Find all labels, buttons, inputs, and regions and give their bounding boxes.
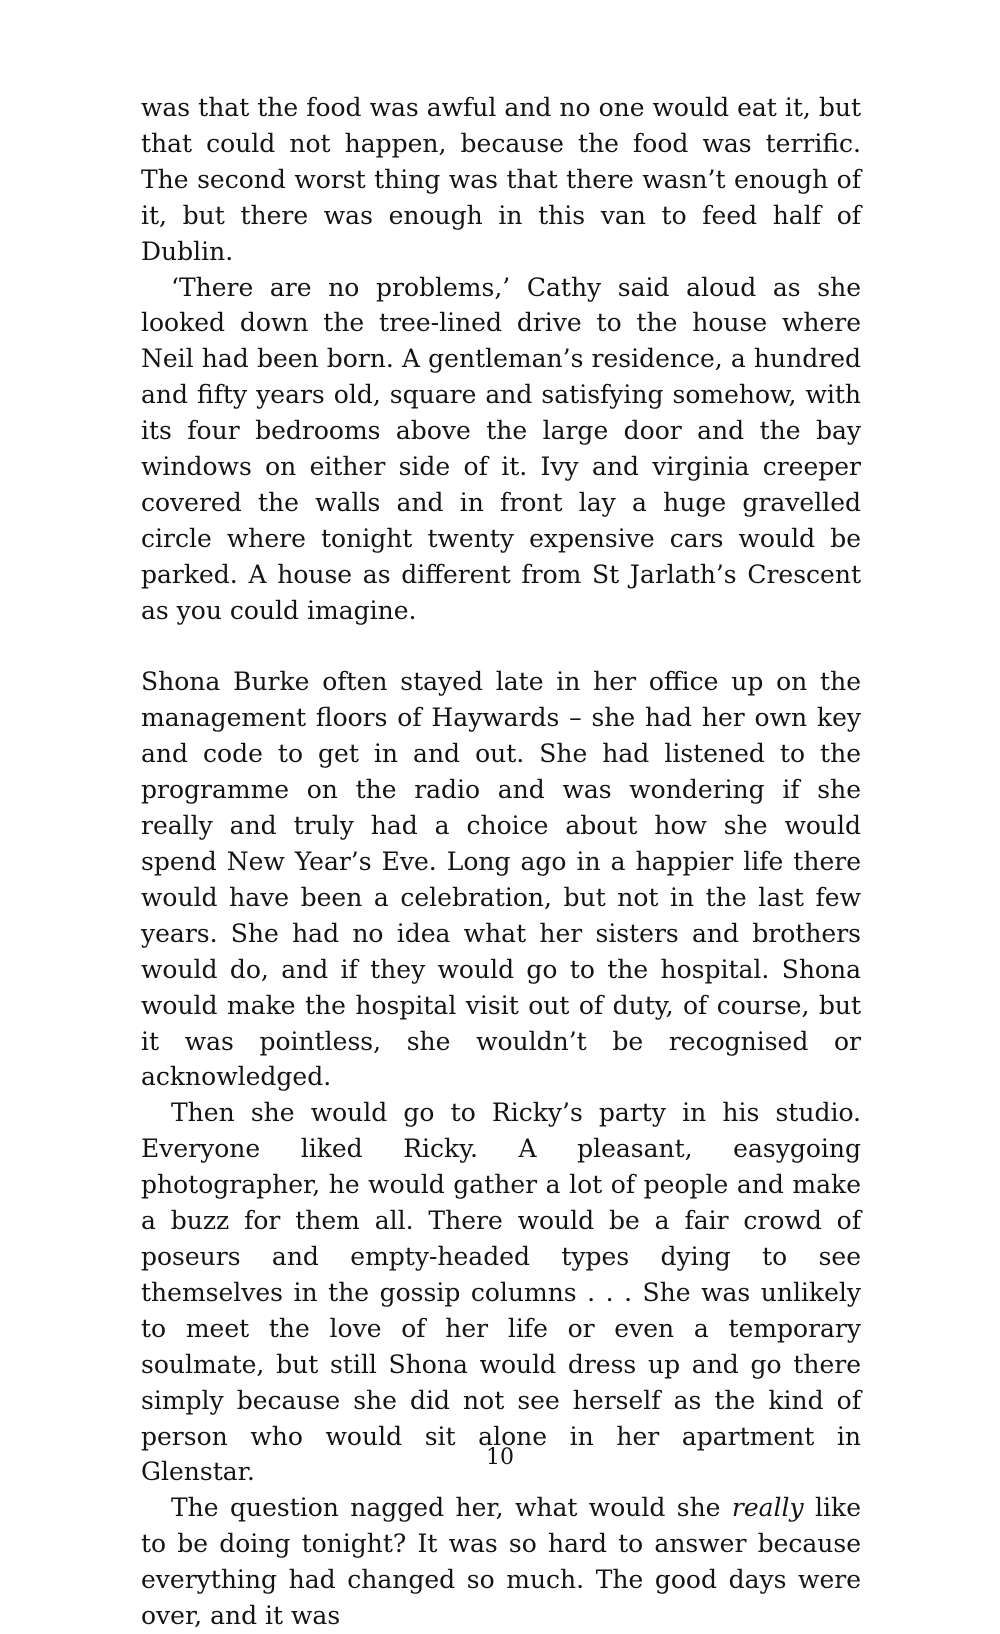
paragraph: was that the food was awful and no one would eat it, but that could not happen, because the food was terrific. The second worst thing was that there wasn’t enough of it, but there was enough in this van to feed half of Dublin. bbox=[141, 93, 861, 266]
paragraph: Then she would go to Ricky’s party in his studio. Everyone liked Ricky. A pleasant, easygoing photographer, he would gather a lot of people and make a buzz for them all. There would be a fair crowd of poseurs and empty-headed types dying to see themselves in the gossip columns . . . She was unlikely to meet the love of her life or even a temporary soulmate, but still Shona would dress up and go there simply because she did not see herself as the kind of person who would sit alone in her apartment in Glenstar. bbox=[141, 1098, 861, 1487]
paragraph-text: The question nagged her, what would she bbox=[171, 1493, 732, 1523]
body-text bbox=[141, 90, 861, 1634]
emphasis-text: really bbox=[731, 1493, 804, 1523]
paragraph-text: like to be doing tonight? It was so hard to answer because everything had changed so much. The good days were over, and it was bbox=[141, 1493, 861, 1631]
paragraph: ‘There are no problems,’ Cathy said aloud as she looked down the tree-lined drive to the house where Neil had been born. A gentleman’s residence, a hundred and fifty years old, square and satisfying somehow, with its four bedrooms above the large door and the bay windows on either side of it. Ivy and virginia creeper covered the walls and in front lay a huge gravelled circle where tonight twenty expensive cars would be parked. A house as different from St Jarlath’s Crescent as you could imagine. bbox=[141, 272, 861, 625]
page-number: 10 bbox=[486, 1445, 514, 1470]
paragraph-section-start: Shona Burke often stayed late in her office up on the management floors of Haywards – she had her own key and code to get in and out. She had listened to the programme on the radio and was wondering if she really and truly had a choice about how she would spend New Year’s Eve. Long ago in a happier life there would have been a celebration, but not in the last few years. She had no idea what her sisters and brothers would do, and if they would go to the hospital. Shona would make the hospital visit out of duty, of course, but it was pointless, she wouldn’t be recognised or acknowledged. bbox=[141, 667, 861, 1092]
paragraph bbox=[141, 1490, 861, 1634]
